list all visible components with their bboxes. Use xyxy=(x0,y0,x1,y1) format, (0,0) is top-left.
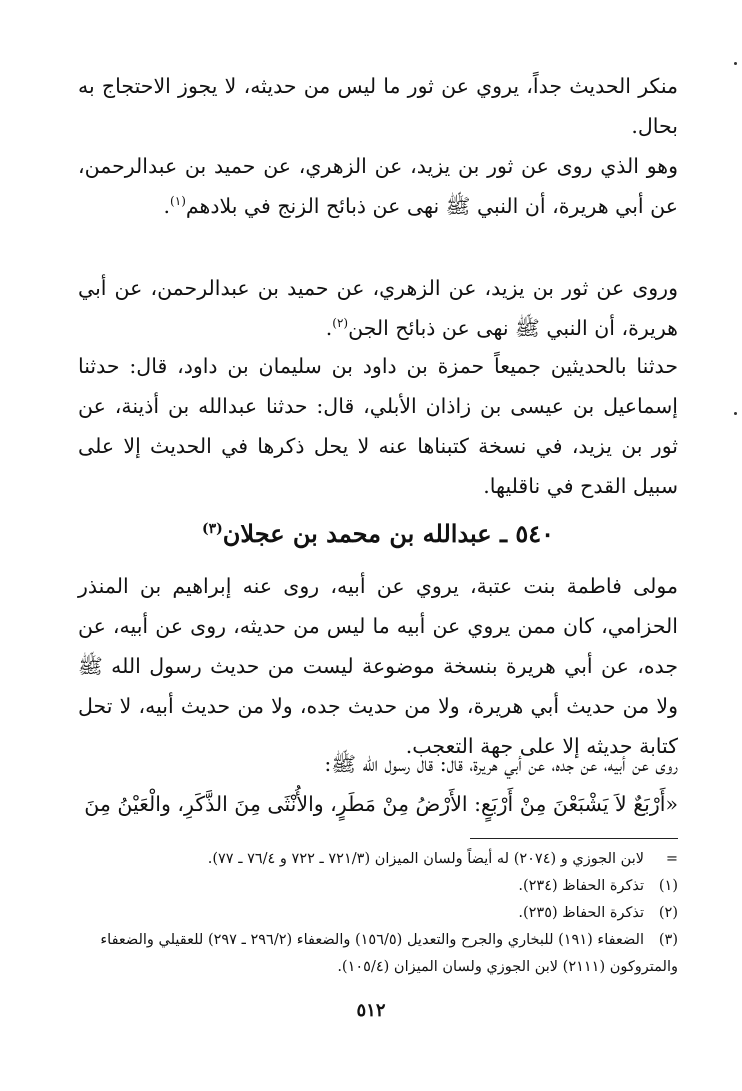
paragraph-4-text: حدثنا بالحديثين جميعاً حمزة بن داود بن سليمان بن داود، قال: حدثنا إسماعيل بن عيسى بن زاذان الأبلي، قال: حدثنا عبدالله بن أذينة، عن ثور بن يزيد، في نسخة كتبناها عنه لا يحل ذكرها في الحديث إلا على سبيل القدح في ناقليها. xyxy=(78,354,678,498)
paragraph-1-text: منكر الحديث جداً، يروي عن ثور ما ليس من حديثه، لا يجوز الاحتجاج به بحال. xyxy=(78,74,678,138)
footnote-3 xyxy=(78,927,678,981)
footnote-mark: = xyxy=(665,851,678,867)
paragraph-5-text: مولى فاطمة بنت عتبة، يروي عن أبيه، روى عنه إبراهيم بن المنذر الحزامي، كان ممن يروي عن أبيه ما ليس من حديثه، روى عن أبيه، عن جده، عن أبي هريرة بنسخة موضوعة ليست من حديث رسول الله ﷺ ولا من حديث أبي هريرة، ولا من حديث جده، ولا من حديث أبيه، لا تحل كتابة حديثه إلا على جهة التعجب. xyxy=(78,574,678,758)
paragraph-6-line-2: «أَرْبَعٌ لاَ يَشْبَعْنَ مِنْ أَرْبَعٍ: الأَرْضُ مِنْ مَطَرٍ، والأُنْثَى مِنَ الذَّكَرِ، والْعَيْنُ مِنَ xyxy=(84,792,678,816)
footnote-ref-2: (٢) xyxy=(332,316,349,331)
scan-speck xyxy=(734,412,737,415)
footnote-text: الضعفاء (١٩١) للبخاري والجرح والتعديل (١٥٦/٥) والضعفاء (٢٩٦/٢ ـ ٢٩٧) للعقيلي والضعفاء والمتروكون (٢١١١) لابن الجوزي ولسان الميزان (١٠٥/٤). xyxy=(100,932,678,975)
footnote-mark: (٢) xyxy=(658,905,678,921)
paragraph-3 xyxy=(78,268,678,348)
footnote-mark: (١) xyxy=(658,878,678,894)
paragraph-4 xyxy=(78,346,678,506)
footnote-text: تذكرة الحفاظ (٢٣٤). xyxy=(518,878,644,894)
footnote-separator xyxy=(470,838,678,839)
footnote-ref-1: (١) xyxy=(170,194,186,209)
footnote-2 xyxy=(78,900,678,927)
paragraph-6 xyxy=(78,744,678,824)
paragraph-5 xyxy=(78,566,678,766)
scan-speck xyxy=(734,62,737,65)
paragraph-3-text: وروى عن ثور بن يزيد، عن الزهري، عن حميد بن عبدالرحمن، عن أبي هريرة، أن النبي ﷺ نهى عن ذبائح الجن xyxy=(78,276,678,340)
entry-heading-text: ٥٤٠ ـ عبدالله بن محمد بن عجلان xyxy=(222,519,555,548)
footnote-1 xyxy=(78,873,678,900)
paragraph-1 xyxy=(78,66,678,146)
entry-heading xyxy=(78,514,678,554)
footnotes xyxy=(78,846,678,981)
page-number: ٥١٢ xyxy=(356,1000,386,1021)
paragraph-2-end: . xyxy=(163,194,171,218)
footnote-continued xyxy=(78,846,678,873)
footnote-text: لابن الجوزي و (٢٠٧٤) له أيضاً ولسان الميزان (٧٢١/٣ ـ ٧٢٢ و ٧٦/٤ ـ ٧٧). xyxy=(207,851,644,867)
paragraph-3-end: . xyxy=(325,316,333,340)
paragraph-6-line-1: روى عن أبيه، عن جده، عن أبي هريرة، قال: قال رسول الله ﷺ: xyxy=(324,752,678,776)
paragraph-2-text: وهو الذي روى عن ثور بن يزيد، عن الزهري، عن حميد بن عبدالرحمن، عن أبي هريرة، أن النبي ﷺ نهى عن ذبائح الزنج في بلادهم xyxy=(78,154,678,218)
footnote-text: تذكرة الحفاظ (٢٣٥). xyxy=(518,905,644,921)
footnote-mark: (٣) xyxy=(658,932,678,948)
paragraph-2 xyxy=(78,146,678,226)
footnote-ref-3: (٣) xyxy=(201,521,223,537)
